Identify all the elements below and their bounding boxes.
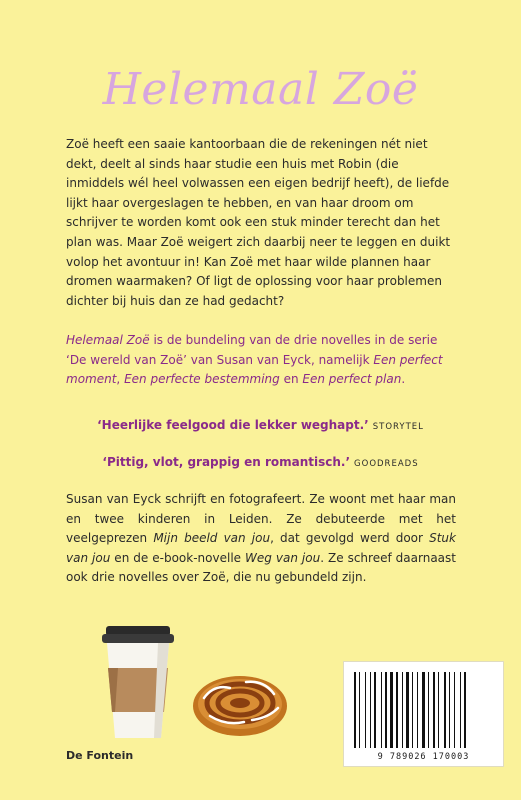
barcode (343, 661, 504, 767)
about-sep-2: en (279, 372, 303, 387)
author-text-1: Susan van Eyck schrijft en fotografeert. Ze woont met haar man en twee kinderen in Leiden. Ze debuteerde met het veelgeprezen (66, 492, 456, 546)
barcode-bar (374, 672, 376, 748)
author-text-4: . Ze schreef daarnaast ook drie novelles over Zoë, die nu gebundeld zijn. (66, 550, 456, 585)
barcode-bar (428, 672, 429, 748)
barcode-bar (444, 672, 446, 748)
author-text-3: en de e-book-novelle (110, 550, 246, 565)
barcode-bar (460, 672, 461, 748)
quote-storytel (0, 418, 521, 432)
isbn-number: 9 789026 170003 (377, 752, 470, 762)
author-bio (66, 490, 456, 588)
about-end: . (401, 372, 406, 387)
barcode-bar (406, 672, 409, 748)
quote-goodreads (0, 455, 521, 469)
coffee-cup-icon (100, 624, 176, 744)
barcode-bar (381, 672, 382, 748)
publisher: De Fontein (66, 749, 134, 762)
barcode-bar (422, 672, 425, 748)
barcode-bar (359, 672, 360, 748)
barcode-bar (417, 672, 418, 748)
novel-3: Een perfect plan (302, 372, 402, 387)
novel-1: Een perfect moment (66, 352, 443, 387)
blurb-text: Zoë heeft een saaie kantoorbaan die de rekeningen nét niet dekt, deelt al sinds haar studie een huis met Robin (die inmiddels wél heel volwassen een eigen bedrijf heeft), de liefde lijkt haar overgeslagen te hebben, en van haar droom om schrijver te worden komt ook een stuk minder terecht dan het plan was. Maar Zoë weigert zich daarbij neer te leggen en duikt volop het avontuur in! Kan Zoë met haar wilde plannen haar dromen waarmaken? Of ligt de oplossing voor haar problemen dichter bij huis dan ze had gedacht? (66, 137, 451, 308)
author-text-2: , dat gevolgd werd door (270, 531, 430, 546)
book-title: Helemaal Zoë (102, 64, 419, 115)
quote-text: ‘Heerlijke feelgood die lekker weghapt.’ (97, 418, 369, 432)
about-book-title: Helemaal Zoë (66, 333, 150, 347)
author-book-2: Stuk van jou (66, 531, 456, 565)
barcode-bar (385, 672, 387, 748)
cinnamon-bun-icon (190, 668, 290, 740)
about-text-1: is de bundeling van de drie novelles in de serie ‘De wereld van Zoë’ van Susan van Eyck, namelijk (66, 333, 438, 367)
barcode-bar (390, 672, 393, 748)
novel-2: Een perfecte bestemming (124, 372, 280, 387)
barcode-bar (464, 672, 466, 748)
barcode-bar (370, 672, 371, 748)
barcode-icon (352, 672, 495, 748)
barcode-bar (365, 672, 366, 748)
barcode-bar (449, 672, 450, 748)
barcode-bar (402, 672, 403, 748)
author-book-1: Mijn beeld van jou (153, 531, 271, 546)
barcode-bar (354, 672, 356, 748)
barcode-bar (396, 672, 398, 748)
about-sep-1: , (116, 372, 125, 387)
quote-source: STORYTEL (372, 422, 424, 432)
about-text (66, 331, 456, 390)
author-book-3: Weg van jou (245, 550, 321, 565)
barcode-bar (454, 672, 455, 748)
barcode-bar (438, 672, 439, 748)
barcode-bar (433, 672, 435, 748)
barcode-bar (412, 672, 413, 748)
quote-text: ‘Pittig, vlot, grappig en romantisch.’ (102, 455, 351, 469)
quote-source: GOODREADS (354, 459, 419, 469)
